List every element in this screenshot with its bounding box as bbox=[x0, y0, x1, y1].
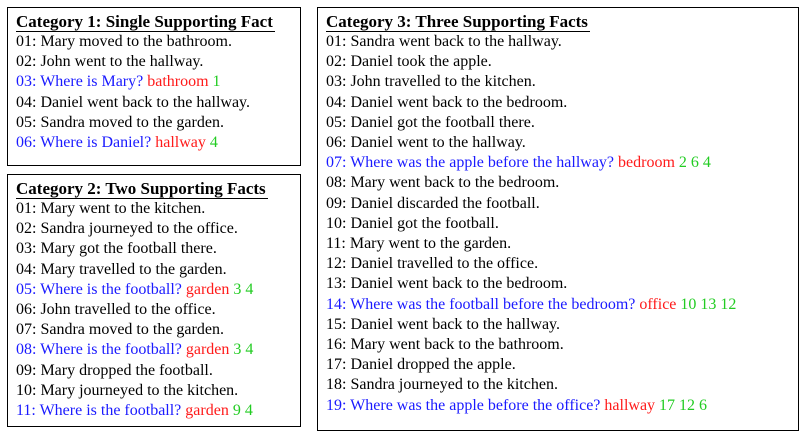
fact-text: 03: Mary got the football there. bbox=[16, 240, 217, 258]
question-text: 19: Where was the apple before the office? bbox=[326, 396, 601, 414]
question-text: 08: Where is the football? bbox=[16, 341, 182, 359]
fact-line bbox=[16, 320, 300, 340]
supporting-facts: 17 12 6 bbox=[659, 396, 708, 414]
fact-text: 17: Daniel dropped the apple. bbox=[326, 356, 516, 374]
fact-text: 02: John went to the hallway. bbox=[16, 53, 204, 71]
question-line bbox=[16, 133, 300, 153]
fact-text: 01: Mary moved to the bathroom. bbox=[16, 33, 232, 50]
fact-line bbox=[326, 375, 798, 395]
supporting-facts: 4 bbox=[209, 134, 218, 152]
fact-text: 05: Daniel got the football there. bbox=[326, 113, 535, 131]
fact-text: 10: Mary journeyed to the kitchen. bbox=[16, 381, 239, 399]
question-text: 11: Where is the football? bbox=[16, 402, 182, 420]
fact-line bbox=[16, 300, 300, 320]
question-line bbox=[16, 72, 300, 92]
fact-text: 01: Mary went to the kitchen. bbox=[16, 200, 206, 217]
fact-line bbox=[326, 355, 798, 375]
fact-line bbox=[326, 254, 798, 274]
fact-line bbox=[16, 32, 300, 52]
question-line bbox=[16, 340, 300, 360]
fact-text: 07: Sandra moved to the garden. bbox=[16, 321, 224, 339]
category-1-box bbox=[7, 7, 301, 166]
category-2-lines bbox=[14, 199, 300, 421]
supporting-facts: 2 6 4 bbox=[678, 154, 711, 172]
answer-text: garden bbox=[185, 280, 230, 298]
fact-line bbox=[326, 234, 798, 254]
fact-text: 06: John travelled to the office. bbox=[16, 301, 216, 319]
fact-line bbox=[326, 32, 798, 52]
category-2-box bbox=[7, 174, 301, 427]
answer-text: office bbox=[639, 295, 677, 313]
fact-text: 16: Mary went back to the bathroom. bbox=[326, 336, 564, 354]
answer-text: bathroom bbox=[147, 73, 209, 91]
answer-text: bedroom bbox=[618, 154, 675, 172]
fact-text: 02: Sandra journeyed to the office. bbox=[16, 220, 238, 238]
answer-text: garden bbox=[185, 402, 229, 420]
fact-text: 03: John travelled to the kitchen. bbox=[326, 73, 536, 91]
supporting-facts: 1 bbox=[212, 73, 221, 91]
fact-line bbox=[16, 93, 300, 113]
fact-text: 13: Daniel went back to the bedroom. bbox=[326, 275, 568, 293]
question-line bbox=[326, 153, 798, 173]
fact-line bbox=[16, 260, 300, 280]
fact-line bbox=[326, 133, 798, 153]
fact-line bbox=[326, 52, 798, 72]
category-1-title: Category 1: Single Supporting Fact bbox=[16, 12, 273, 31]
question-text: 14: Where was the football before the bedroom? bbox=[326, 295, 636, 313]
fact-text: 01: Sandra went back to the hallway. bbox=[326, 33, 562, 50]
fact-line bbox=[326, 194, 798, 214]
fact-line bbox=[326, 173, 798, 193]
category-2-title: Category 2: Two Supporting Facts bbox=[16, 179, 266, 198]
fact-text: 09: Daniel discarded the football. bbox=[326, 194, 540, 212]
fact-text: 04: Mary travelled to the garden. bbox=[16, 260, 227, 278]
answer-text: hallway bbox=[604, 396, 656, 414]
fact-line bbox=[326, 315, 798, 335]
question-text: 05: Where is the football? bbox=[16, 280, 182, 298]
fact-text: 09: Mary dropped the football. bbox=[16, 361, 213, 379]
question-line bbox=[16, 401, 300, 421]
fact-line bbox=[326, 113, 798, 133]
category-3-lines bbox=[324, 32, 798, 416]
fact-line bbox=[326, 274, 798, 294]
question-line bbox=[326, 295, 798, 315]
category-3-box bbox=[317, 7, 799, 431]
fact-text: 18: Sandra journeyed to the kitchen. bbox=[326, 376, 558, 394]
question-text: 07: Where was the apple before the hallway? bbox=[326, 154, 615, 172]
fact-line bbox=[16, 381, 300, 401]
question-line bbox=[16, 280, 300, 300]
answer-text: hallway bbox=[155, 134, 206, 152]
supporting-facts: 9 4 bbox=[232, 402, 253, 420]
supporting-facts: 10 13 12 bbox=[680, 295, 737, 313]
category-3-title: Category 3: Three Supporting Facts bbox=[326, 12, 588, 31]
fact-text: 05: Sandra moved to the garden. bbox=[16, 113, 224, 131]
category-1-lines bbox=[14, 32, 300, 153]
fact-text: 04: Daniel went back to the bedroom. bbox=[326, 93, 568, 111]
fact-text: 02: Daniel took the apple. bbox=[326, 53, 492, 71]
fact-text: 11: Mary went to the garden. bbox=[326, 235, 512, 253]
fact-line bbox=[16, 199, 300, 219]
fact-line bbox=[326, 93, 798, 113]
supporting-facts: 3 4 bbox=[233, 341, 254, 359]
question-text: 06: Where is Daniel? bbox=[16, 134, 152, 152]
fact-line bbox=[326, 72, 798, 92]
fact-line bbox=[16, 219, 300, 239]
answer-text: garden bbox=[185, 341, 230, 359]
fact-text: 06: Daniel went to the hallway. bbox=[326, 134, 526, 152]
supporting-facts: 3 4 bbox=[233, 280, 254, 298]
fact-line bbox=[16, 113, 300, 133]
fact-line bbox=[16, 52, 300, 72]
fact-text: 12: Daniel travelled to the office. bbox=[326, 255, 539, 273]
fact-text: 15: Daniel went back to the hallway. bbox=[326, 315, 560, 333]
fact-text: 08: Mary went back to the bedroom. bbox=[326, 174, 560, 192]
fact-text: 10: Daniel got the football. bbox=[326, 214, 499, 232]
question-text: 03: Where is Mary? bbox=[16, 73, 144, 91]
fact-line bbox=[326, 214, 798, 234]
fact-line bbox=[326, 335, 798, 355]
fact-line bbox=[16, 239, 300, 259]
question-line bbox=[326, 396, 798, 416]
fact-line bbox=[16, 361, 300, 381]
fact-text: 04: Daniel went back to the hallway. bbox=[16, 93, 250, 111]
